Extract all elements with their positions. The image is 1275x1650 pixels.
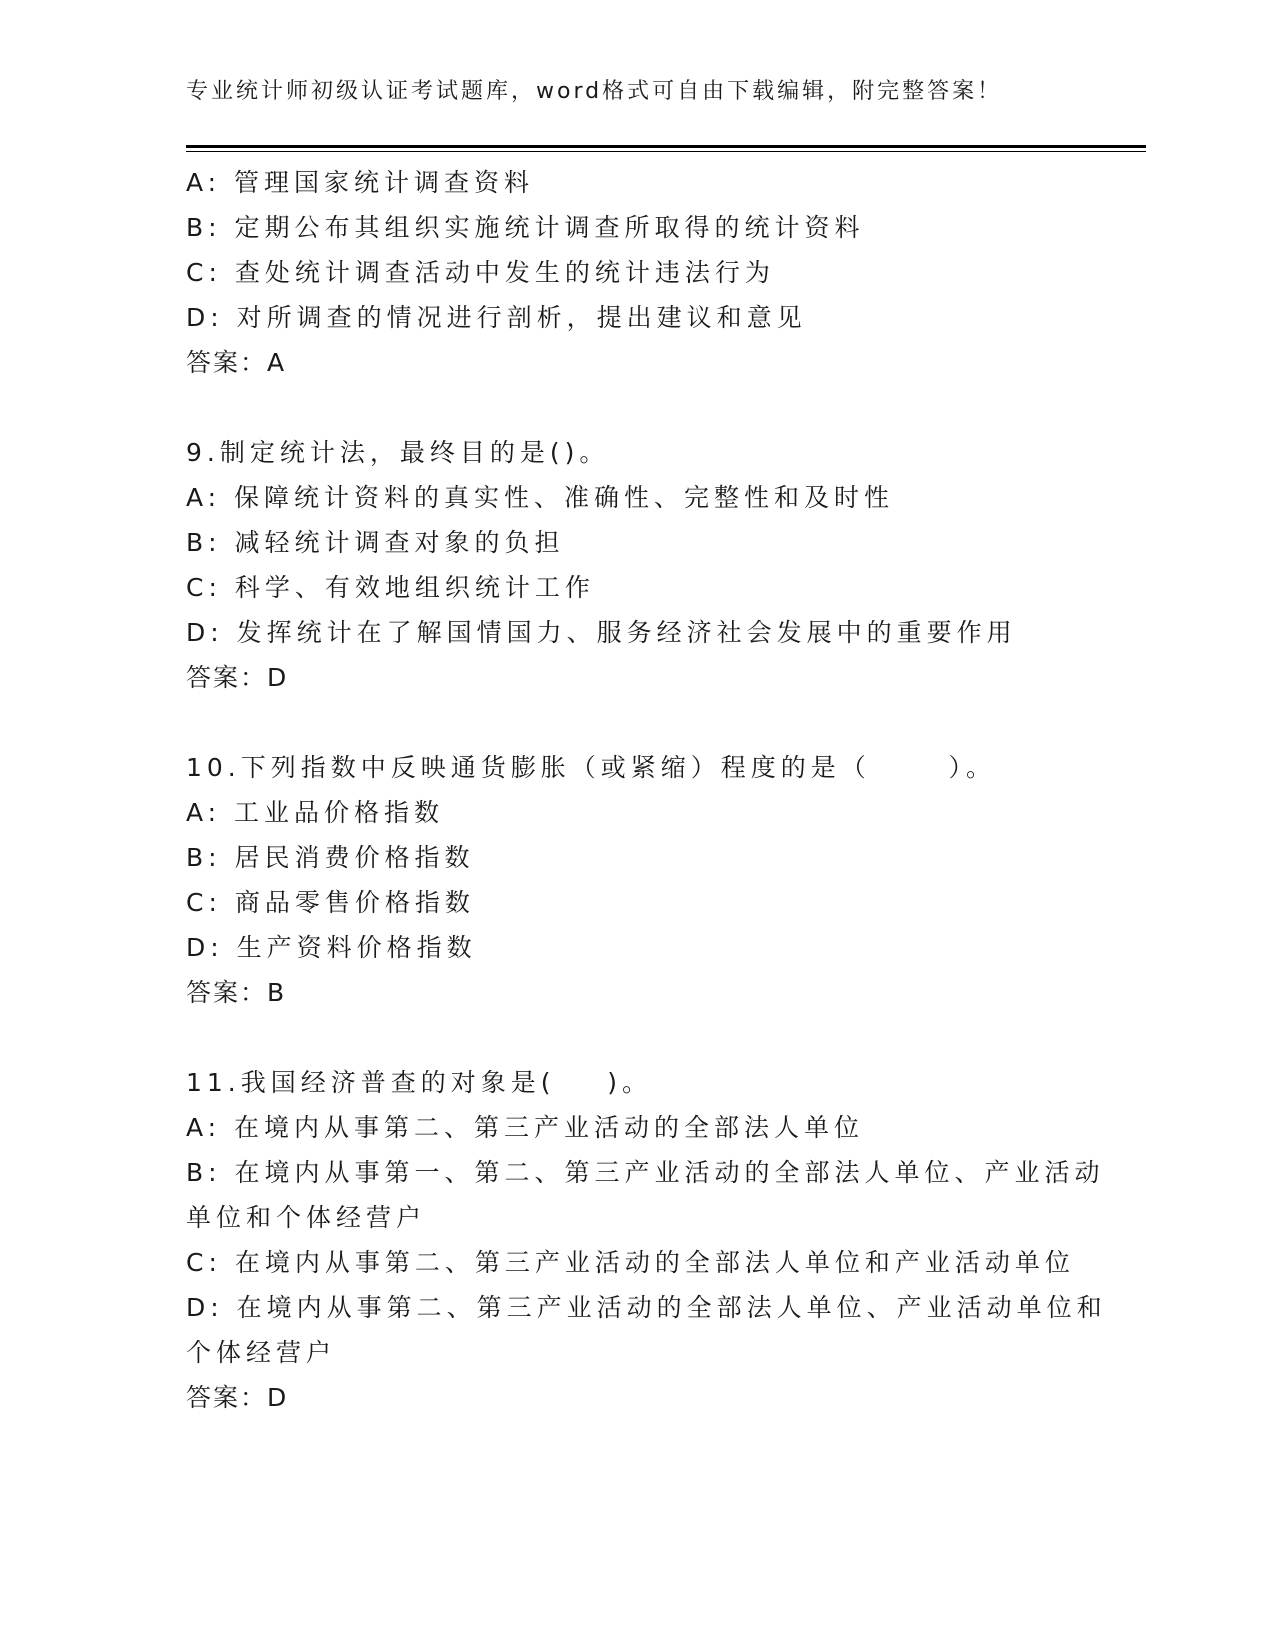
option-b: B: 在境内从事第一、第二、第三产业活动的全部法人单位、产业活动 xyxy=(186,1158,1105,1187)
option-c: C: 商品零售价格指数 xyxy=(186,888,475,917)
question-text: 10.下列指数中反映通货膨胀（或紧缩）程度的是（ ）。 xyxy=(186,753,996,782)
question-text: 11.我国经济普查的对象是( )。 xyxy=(186,1068,653,1097)
header-rule-thin xyxy=(186,151,1146,152)
option-c: C: 查处统计调查活动中发生的统计违法行为 xyxy=(186,258,775,287)
option-c: C: 在境内从事第二、第三产业活动的全部法人单位和产业活动单位 xyxy=(186,1248,1075,1277)
spacer xyxy=(186,700,1086,745)
question-text: 9.制定统计法，最终目的是()。 xyxy=(186,438,610,467)
answer-line: 答案：B xyxy=(186,978,287,1007)
question-block-10 xyxy=(186,745,1086,1015)
option-d: D: 生产资料价格指数 xyxy=(186,933,477,962)
answer-line: 答案：D xyxy=(186,1383,289,1412)
option-d: D: 对所调查的情况进行剖析，提出建议和意见 xyxy=(186,303,807,332)
option-c: C: 科学、有效地组织统计工作 xyxy=(186,573,595,602)
header-rule-thick xyxy=(186,145,1146,148)
question-block-8 xyxy=(186,160,1086,385)
option-b: B: 居民消费价格指数 xyxy=(186,843,475,872)
page-header: 专业统计师初级认证考试题库，word格式可自由下载编辑，附完整答案！ xyxy=(186,79,1003,104)
option-a: A: 在境内从事第二、第三产业活动的全部法人单位 xyxy=(186,1113,865,1142)
option-a: A: 管理国家统计调查资料 xyxy=(186,168,535,197)
question-content xyxy=(186,160,1107,1420)
option-d-continued: 个体经营户 xyxy=(186,1338,337,1367)
answer-line: 答案：D xyxy=(186,663,289,692)
option-b: B: 定期公布其组织实施统计调查所取得的统计资料 xyxy=(186,213,865,242)
option-d: D: 在境内从事第二、第三产业活动的全部法人单位、产业活动单位和 xyxy=(186,1293,1107,1322)
spacer xyxy=(186,385,1086,430)
question-block-11 xyxy=(186,1060,1107,1420)
option-d: D: 发挥统计在了解国情国力、服务经济社会发展中的重要作用 xyxy=(186,618,1017,647)
option-b: B: 减轻统计调查对象的负担 xyxy=(186,528,565,557)
option-a: A: 保障统计资料的真实性、准确性、完整性和及时性 xyxy=(186,483,895,512)
option-a: A: 工业品价格指数 xyxy=(186,798,445,827)
spacer xyxy=(186,1015,1086,1060)
answer-line: 答案：A xyxy=(186,348,287,377)
option-b-continued: 单位和个体经营户 xyxy=(186,1203,427,1232)
question-block-9 xyxy=(186,430,1086,700)
